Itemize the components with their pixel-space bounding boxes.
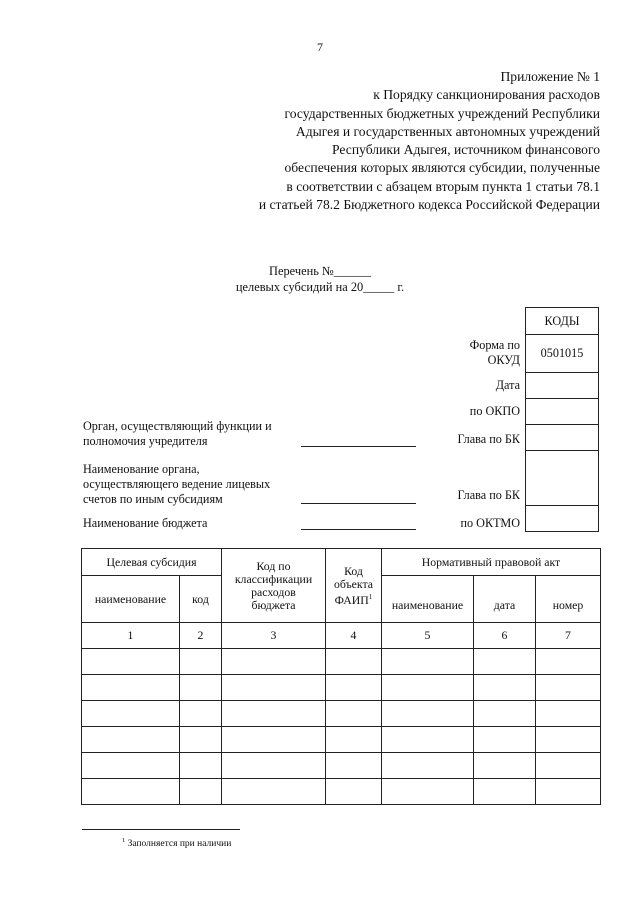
okud-label-line: ОКУД bbox=[487, 353, 520, 367]
footnote-text: Заполняется при наличии bbox=[127, 839, 232, 850]
table-cell[interactable] bbox=[222, 779, 326, 805]
document-title bbox=[0, 263, 640, 295]
account-label-line: счетов по иным субсидиям bbox=[83, 492, 223, 506]
table-row bbox=[82, 649, 601, 675]
column-number: 2 bbox=[180, 623, 222, 649]
glava-code-cell-2[interactable] bbox=[526, 451, 599, 506]
footnote-divider bbox=[82, 829, 240, 830]
faip-header-line: объекта bbox=[333, 576, 374, 591]
account-label-line: осуществляющего ведение лицевых bbox=[83, 477, 271, 491]
table-cell[interactable] bbox=[382, 649, 474, 675]
table-cell[interactable] bbox=[326, 779, 382, 805]
table-cell[interactable] bbox=[536, 649, 601, 675]
table-cell[interactable] bbox=[382, 779, 474, 805]
table-row bbox=[82, 675, 601, 701]
table-cell[interactable] bbox=[82, 701, 180, 727]
appendix-line: государственных бюджетных учреждений Республики bbox=[284, 105, 600, 121]
okpo-code-cell[interactable] bbox=[526, 399, 599, 425]
table-cell[interactable] bbox=[474, 649, 536, 675]
table-cell[interactable] bbox=[536, 753, 601, 779]
table-cell[interactable] bbox=[474, 727, 536, 753]
npa-name-header: наименование bbox=[382, 576, 474, 623]
appendix-header bbox=[180, 68, 600, 214]
organ-label bbox=[83, 419, 272, 449]
table-cell[interactable] bbox=[326, 753, 382, 779]
subsidy-table bbox=[81, 548, 601, 805]
table-row bbox=[82, 753, 601, 779]
title-line-1: Перечень №______ bbox=[269, 264, 371, 278]
table-cell[interactable] bbox=[474, 701, 536, 727]
table-cell[interactable] bbox=[180, 727, 222, 753]
table-cell[interactable] bbox=[382, 701, 474, 727]
subsidy-code-header: код bbox=[180, 576, 222, 623]
title-line-2: целевых субсидий на 20_____ г. bbox=[235, 280, 405, 294]
table-cell[interactable] bbox=[82, 649, 180, 675]
account-organ-label bbox=[83, 462, 270, 507]
table-cell[interactable] bbox=[180, 753, 222, 779]
npa-group-header: Нормативный правовой акт bbox=[382, 549, 601, 576]
table-row bbox=[82, 727, 601, 753]
glava-bk-label-2: Глава по БК bbox=[457, 488, 520, 502]
table-cell[interactable] bbox=[82, 753, 180, 779]
table-cell[interactable] bbox=[326, 701, 382, 727]
classif-header-line: расходов bbox=[251, 584, 296, 599]
column-number: 6 bbox=[474, 623, 536, 649]
subsidy-group-header: Целевая субсидия bbox=[82, 549, 222, 576]
organ-label-line: Орган, осуществляющий функции и bbox=[83, 419, 272, 433]
footnote bbox=[122, 837, 231, 849]
table-row bbox=[82, 779, 601, 805]
faip-header-text: ФАИП bbox=[334, 592, 369, 607]
date-code-cell[interactable] bbox=[526, 373, 599, 399]
account-label-line: Наименование органа, bbox=[83, 462, 200, 476]
table-cell[interactable] bbox=[474, 779, 536, 805]
table-cell[interactable] bbox=[180, 649, 222, 675]
table-cell[interactable] bbox=[180, 675, 222, 701]
faip-header-line bbox=[326, 591, 381, 607]
table-cell[interactable] bbox=[222, 727, 326, 753]
table-cell[interactable] bbox=[180, 779, 222, 805]
table-cell[interactable] bbox=[82, 779, 180, 805]
classif-header-line: классификации bbox=[234, 571, 313, 586]
glava-code-cell-1[interactable] bbox=[526, 425, 599, 451]
table-cell[interactable] bbox=[326, 649, 382, 675]
table-cell[interactable] bbox=[222, 675, 326, 701]
date-label: Дата bbox=[495, 378, 520, 392]
table-cell[interactable] bbox=[326, 675, 382, 701]
appendix-line: Республики Адыгея, источником финансового bbox=[332, 142, 600, 158]
column-number: 3 bbox=[222, 623, 326, 649]
footnote-marker: 1 bbox=[122, 837, 126, 844]
table-cell[interactable] bbox=[222, 753, 326, 779]
npa-number-header: номер bbox=[536, 576, 601, 623]
appendix-line: в соответствии с абзацем вторым пункта 1 статьи 78.1 bbox=[286, 178, 600, 194]
appendix-line: Приложение № 1 bbox=[500, 69, 600, 84]
organ-label-line: полномочия учредителя bbox=[83, 434, 208, 448]
classif-header-line: Код по bbox=[256, 558, 291, 573]
codes-header: КОДЫ bbox=[526, 308, 599, 335]
table-cell[interactable] bbox=[474, 753, 536, 779]
table-cell[interactable] bbox=[82, 675, 180, 701]
table-cell[interactable] bbox=[382, 727, 474, 753]
column-number: 7 bbox=[536, 623, 601, 649]
oktmo-label: по ОКТМО bbox=[460, 516, 520, 530]
okud-code-cell: 0501015 bbox=[526, 335, 599, 373]
column-number: 5 bbox=[382, 623, 474, 649]
page-number: 7 bbox=[317, 40, 323, 54]
budget-field-line[interactable] bbox=[301, 529, 416, 530]
appendix-line: и статьей 78.2 Бюджетного кодекса Российской Федерации bbox=[258, 197, 600, 213]
classif-header-line: бюджета bbox=[251, 597, 296, 612]
table-cell[interactable] bbox=[326, 727, 382, 753]
table-cell[interactable] bbox=[82, 727, 180, 753]
organ-field-line[interactable] bbox=[301, 446, 416, 447]
okud-label bbox=[400, 338, 520, 368]
table-cell[interactable] bbox=[536, 701, 601, 727]
appendix-line: обеспечения которых являются субсидии, полученные bbox=[284, 160, 600, 176]
table-row bbox=[82, 701, 601, 727]
account-organ-field-line[interactable] bbox=[301, 503, 416, 504]
codes-table bbox=[525, 307, 599, 532]
table-cell[interactable] bbox=[382, 675, 474, 701]
column-number: 1 bbox=[82, 623, 180, 649]
faip-header-line: Код bbox=[344, 563, 363, 578]
table-cell[interactable] bbox=[180, 701, 222, 727]
classif-header bbox=[222, 549, 326, 623]
budget-label: Наименование бюджета bbox=[83, 516, 208, 530]
appendix-line: Адыгея и государственных автономных учреждений bbox=[295, 123, 600, 139]
appendix-line: к Порядку санкционирования расходов bbox=[373, 87, 600, 103]
column-number: 4 bbox=[326, 623, 382, 649]
table-cell[interactable] bbox=[536, 727, 601, 753]
subsidy-name-header: наименование bbox=[82, 576, 180, 623]
table-cell[interactable] bbox=[222, 701, 326, 727]
glava-bk-label-1: Глава по БК bbox=[457, 432, 520, 446]
oktmo-code-cell[interactable] bbox=[526, 506, 599, 532]
table-cell[interactable] bbox=[474, 675, 536, 701]
okud-label-line: Форма по bbox=[469, 338, 520, 352]
table-cell[interactable] bbox=[382, 753, 474, 779]
table-cell[interactable] bbox=[536, 779, 601, 805]
okpo-label: по ОКПО bbox=[469, 404, 520, 418]
table-cell[interactable] bbox=[222, 649, 326, 675]
faip-header bbox=[326, 549, 382, 623]
footnote-marker: 1 bbox=[368, 592, 373, 601]
table-cell[interactable] bbox=[536, 675, 601, 701]
npa-date-header: дата bbox=[474, 576, 536, 623]
